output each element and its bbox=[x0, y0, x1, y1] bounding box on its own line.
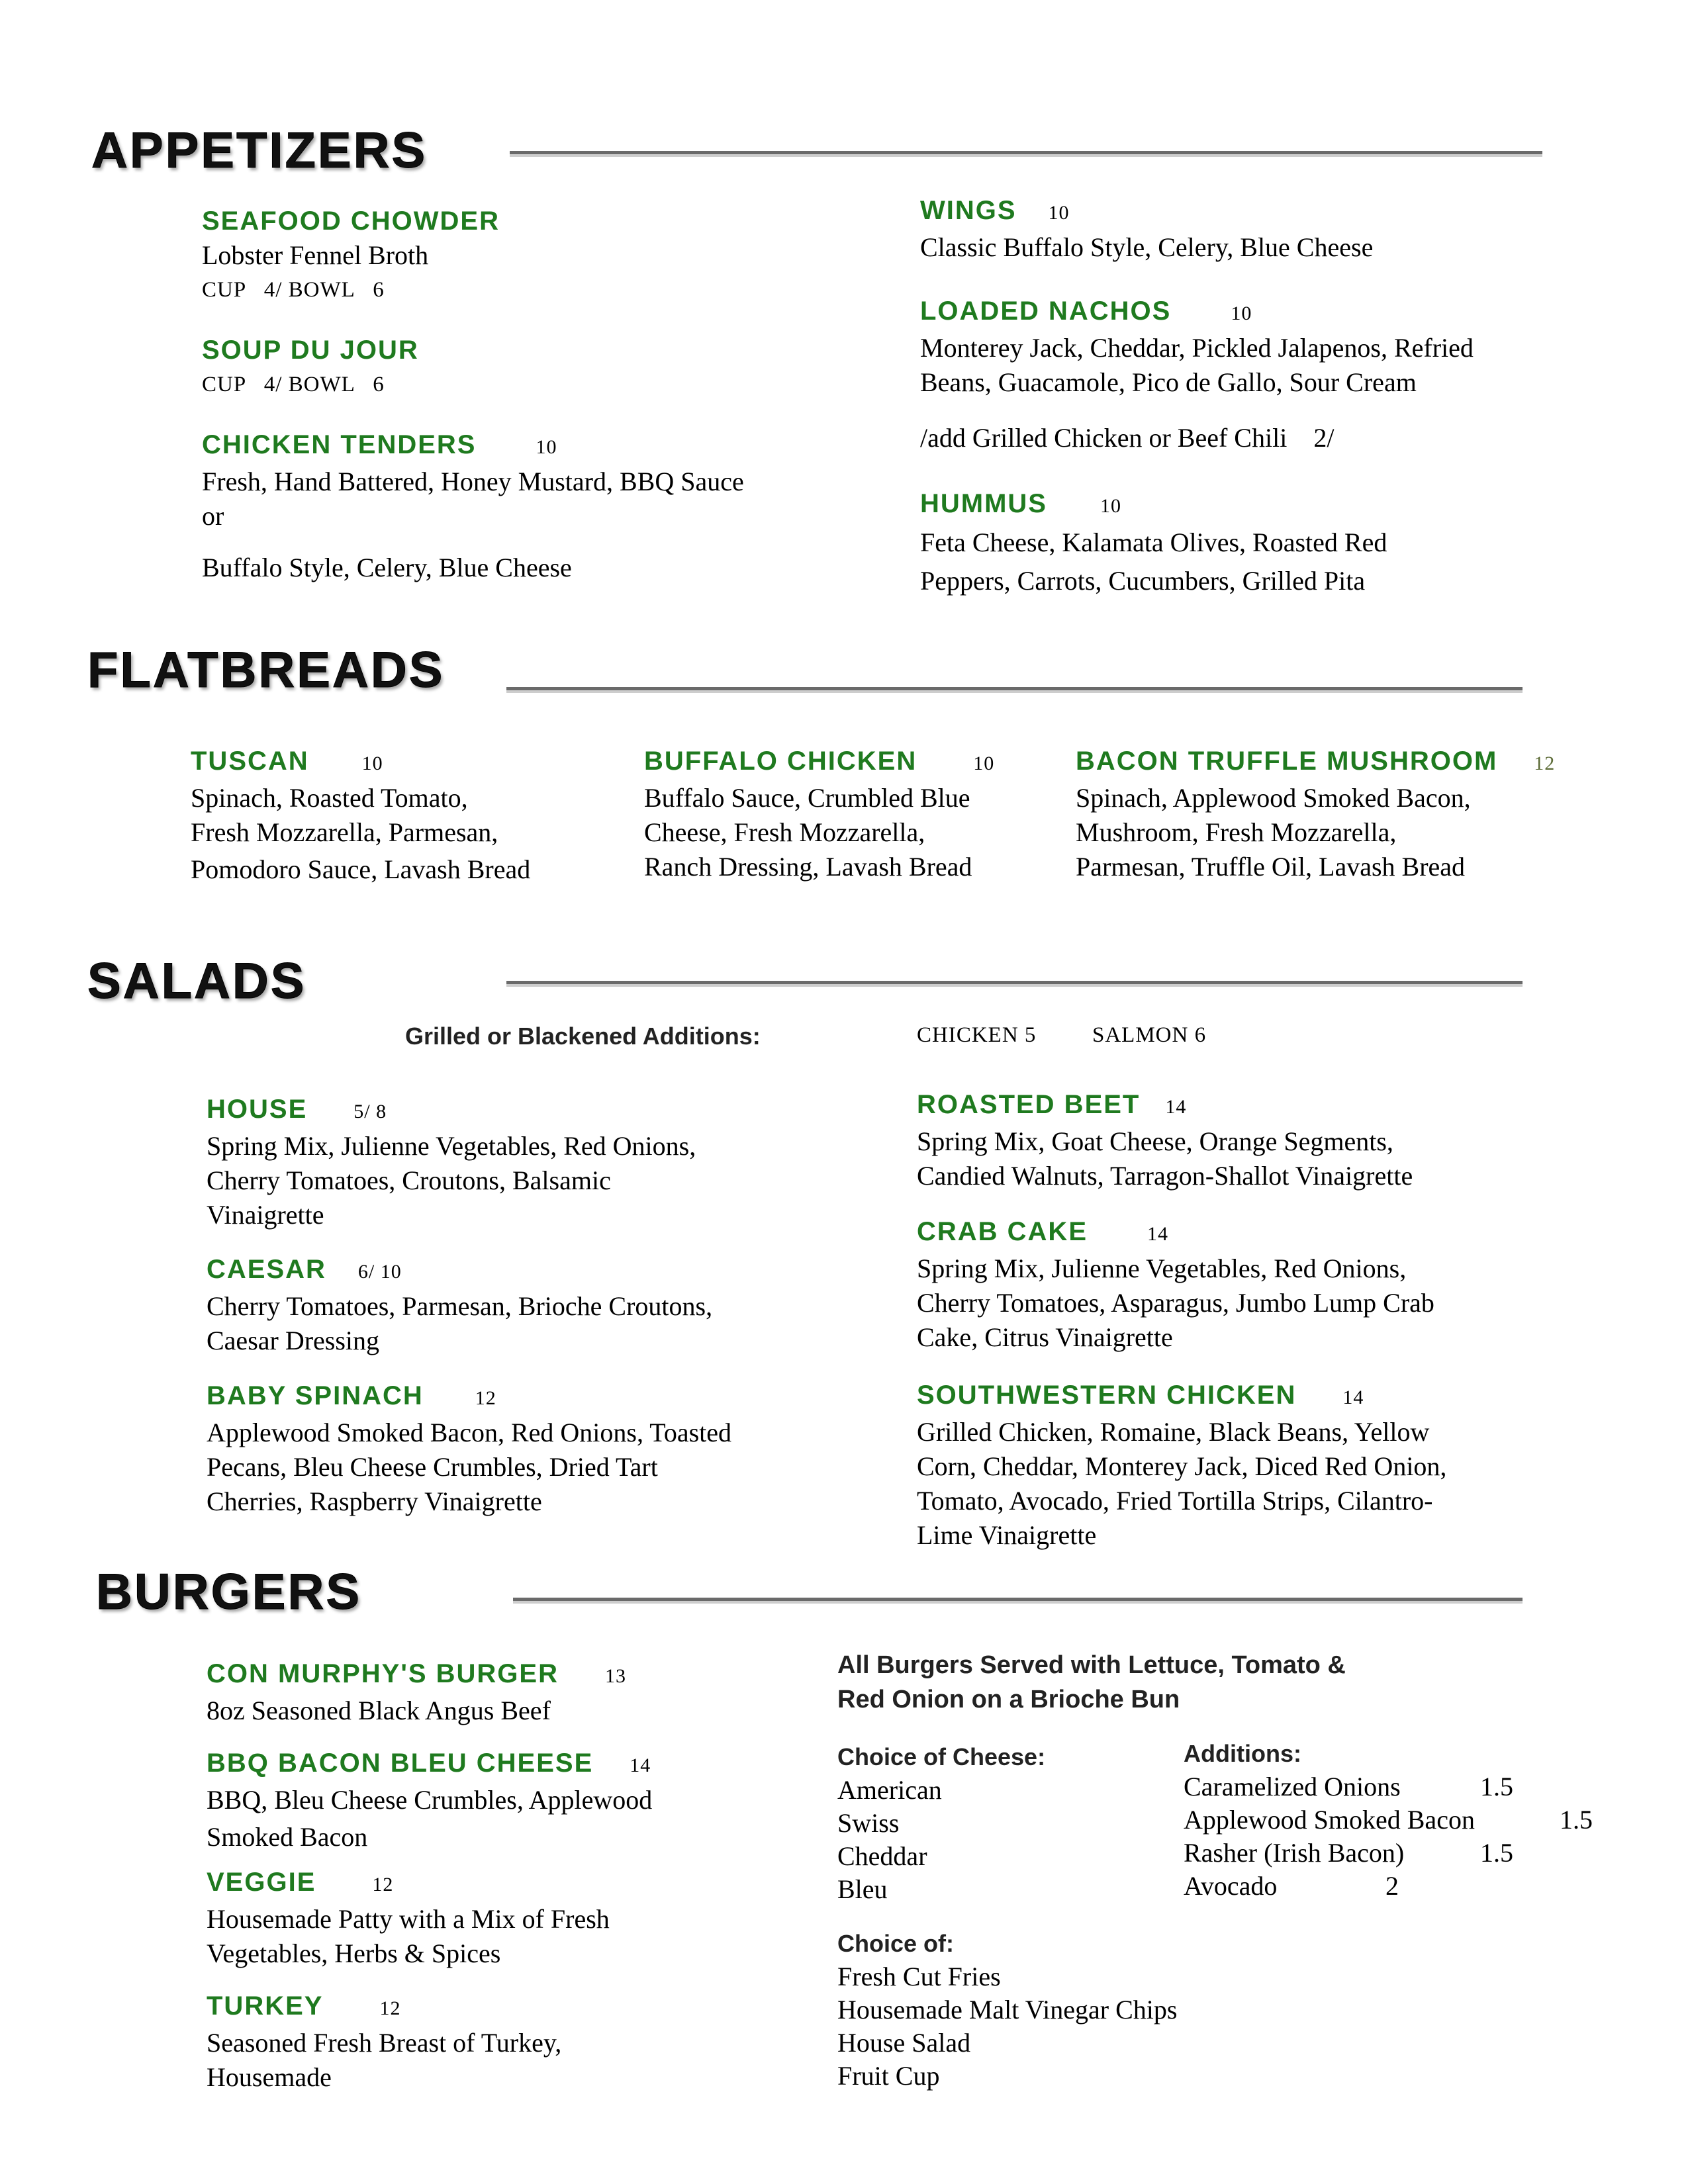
item-price: 12 bbox=[379, 1997, 401, 2019]
item-price: 14 bbox=[630, 1754, 651, 1776]
item-price: 10 bbox=[1048, 202, 1070, 224]
item-description: Peppers, Carrots, Cucumbers, Grilled Pita bbox=[920, 566, 1366, 596]
item-description: Feta Cheese, Kalamata Olives, Roasted Red bbox=[920, 527, 1387, 557]
item-description: Cherries, Raspberry Vinaigrette bbox=[207, 1486, 542, 1516]
item-price: 10 bbox=[536, 436, 557, 458]
item-description: Fresh Mozzarella, Parmesan, bbox=[191, 817, 498, 847]
item-description: Cherry Tomatoes, Croutons, Balsamic bbox=[207, 1165, 611, 1195]
item-name: ROASTED BEET bbox=[917, 1090, 1141, 1119]
item-name: SEAFOOD CHOWDER bbox=[202, 206, 500, 236]
salad-addition-salmon: SALMON 6 bbox=[1092, 1023, 1207, 1047]
addition-option bbox=[1184, 1770, 1594, 1803]
item-description: Spring Mix, Julienne Vegetables, Red Onions, bbox=[207, 1131, 696, 1161]
item-description: Buffalo Sauce, Crumbled Blue bbox=[644, 783, 970, 813]
menu-item-tuscan bbox=[191, 744, 530, 887]
item-description: Pomodoro Sauce, Lavash Bread bbox=[191, 854, 531, 884]
served-note-line: Red Onion on a Brioche Bun bbox=[837, 1686, 1180, 1713]
addition-name: Applewood Smoked Bacon bbox=[1184, 1805, 1475, 1835]
item-name: TURKEY bbox=[207, 1991, 324, 2021]
menu-item-crab-cake-salad bbox=[917, 1214, 1434, 1355]
menu-item-loaded-nachos bbox=[920, 294, 1474, 455]
addition-option bbox=[1184, 1803, 1594, 1837]
burgers-served-note bbox=[837, 1648, 1346, 1717]
item-name: HUMMUS bbox=[920, 489, 1047, 518]
addition-name: Avocado bbox=[1184, 1871, 1278, 1901]
section-title-salads: SALADS bbox=[87, 953, 306, 1009]
item-description: Spinach, Roasted Tomato, bbox=[191, 783, 468, 813]
item-price: 6/ 10 bbox=[357, 1261, 402, 1283]
menu-item-house-salad bbox=[207, 1092, 696, 1232]
item-name: SOUTHWESTERN CHICKEN bbox=[917, 1381, 1297, 1410]
item-description: Smoked Bacon bbox=[207, 1822, 368, 1852]
item-description: Beans, Guacamole, Pico de Gallo, Sour Cream bbox=[920, 367, 1417, 397]
item-name: BUFFALO CHICKEN bbox=[644, 747, 917, 776]
side-option: Housemade Malt Vinegar Chips bbox=[837, 1995, 1178, 2025]
item-description: Spring Mix, Goat Cheese, Orange Segments, bbox=[917, 1126, 1393, 1156]
side-option: Fruit Cup bbox=[837, 2061, 940, 2091]
section-title-burgers: BURGERS bbox=[96, 1564, 362, 1620]
menu-item-veggie-burger bbox=[207, 1865, 610, 1971]
cheese-choices bbox=[837, 1741, 1045, 1906]
item-description: Pecans, Bleu Cheese Crumbles, Dried Tart bbox=[207, 1452, 658, 1482]
menu-item-southwestern-chicken-salad bbox=[917, 1378, 1446, 1553]
menu-item-con-murphys-burger bbox=[207, 1657, 626, 1728]
item-description: Cherry Tomatoes, Parmesan, Brioche Croutons, bbox=[207, 1291, 713, 1321]
item-description: BBQ, Bleu Cheese Crumbles, Applewood bbox=[207, 1785, 653, 1815]
addition-option bbox=[1184, 1837, 1594, 1870]
item-description: Cake, Citrus Vinaigrette bbox=[917, 1322, 1173, 1352]
menu-item-seafood-chowder bbox=[202, 204, 500, 307]
item-name: CON MURPHY'S BURGER bbox=[207, 1659, 559, 1688]
item-description: Lime Vinaigrette bbox=[917, 1520, 1097, 1550]
item-price: 14 bbox=[1147, 1223, 1168, 1245]
section-divider bbox=[510, 151, 1542, 157]
item-description: Cherry Tomatoes, Asparagus, Jumbo Lump Crab bbox=[917, 1288, 1434, 1318]
item-name: BACON TRUFFLE MUSHROOM bbox=[1076, 747, 1498, 776]
addition-price: 1.5 bbox=[1480, 1838, 1513, 1868]
addition-name: Caramelized Onions bbox=[1184, 1772, 1401, 1801]
side-choices bbox=[837, 1927, 1177, 2093]
menu-item-turkey-burger bbox=[207, 1989, 561, 2095]
item-name: TUSCAN bbox=[191, 747, 309, 776]
item-description: 8oz Seasoned Black Angus Beef bbox=[207, 1696, 551, 1725]
item-description: Vinaigrette bbox=[207, 1200, 324, 1230]
menu-item-wings bbox=[920, 193, 1373, 265]
item-description: Lobster Fennel Broth bbox=[202, 240, 429, 270]
served-note-line: All Burgers Served with Lettuce, Tomato & bbox=[837, 1651, 1346, 1679]
item-name: CAESAR bbox=[207, 1255, 326, 1284]
side-option: House Salad bbox=[837, 2028, 971, 2058]
menu-item-roasted-beet-salad bbox=[917, 1087, 1413, 1193]
menu-item-bbq-bacon-bleu-cheese bbox=[207, 1746, 652, 1854]
item-sizes: CUP 4/ BOWL 6 bbox=[202, 278, 385, 302]
addition-option bbox=[1184, 1870, 1594, 1903]
cheese-option: Cheddar bbox=[837, 1841, 927, 1871]
item-price: 12 bbox=[372, 1874, 394, 1895]
addition-price: 1.5 bbox=[1560, 1805, 1593, 1835]
item-name: CHICKEN TENDERS bbox=[202, 430, 477, 459]
item-description: Applewood Smoked Bacon, Red Onions, Toasted bbox=[207, 1418, 732, 1447]
side-option: Fresh Cut Fries bbox=[837, 1962, 1001, 1991]
item-price: 10 bbox=[361, 752, 383, 774]
menu-item-bacon-truffle-mushroom bbox=[1076, 744, 1555, 884]
item-price: 5/ 8 bbox=[353, 1101, 387, 1122]
salad-additions-label: Grilled or Blackened Additions: bbox=[405, 1023, 761, 1050]
cheese-option: Bleu bbox=[837, 1874, 888, 1904]
item-addon: /add Grilled Chicken or Beef Chili 2/ bbox=[920, 423, 1335, 453]
menu-item-caesar-salad bbox=[207, 1252, 712, 1358]
item-description: Housemade Patty with a Mix of Fresh bbox=[207, 1904, 610, 1934]
item-description: Tomato, Avocado, Fried Tortilla Strips, Cilantro- bbox=[917, 1486, 1433, 1516]
item-name: BBQ BACON BLEU CHEESE bbox=[207, 1749, 594, 1778]
item-description: Caesar Dressing bbox=[207, 1326, 380, 1355]
section-divider bbox=[506, 687, 1523, 693]
section-divider bbox=[506, 981, 1523, 987]
item-description: Classic Buffalo Style, Celery, Blue Cheese bbox=[920, 232, 1374, 262]
item-description: Mushroom, Fresh Mozzarella, bbox=[1076, 817, 1397, 847]
item-name: VEGGIE bbox=[207, 1868, 316, 1897]
menu-item-buffalo-chicken bbox=[644, 744, 994, 884]
item-name: CRAB CAKE bbox=[917, 1217, 1088, 1246]
item-description: Spinach, Applewood Smoked Bacon, bbox=[1076, 783, 1471, 813]
item-description: Fresh, Hand Battered, Honey Mustard, BBQ Sauce bbox=[202, 467, 744, 496]
item-name: WINGS bbox=[920, 196, 1017, 225]
menu-item-hummus bbox=[920, 486, 1387, 600]
item-price: 10 bbox=[973, 752, 995, 774]
item-description: Candied Walnuts, Tarragon-Shallot Vinaigrette bbox=[917, 1161, 1413, 1191]
menu-item-soup-du-jour bbox=[202, 333, 419, 402]
item-name: LOADED NACHOS bbox=[920, 296, 1172, 326]
item-description: Spring Mix, Julienne Vegetables, Red Onions, bbox=[917, 1253, 1407, 1283]
cheese-choices-label: Choice of Cheese: bbox=[837, 1743, 1046, 1770]
side-choices-label: Choice of: bbox=[837, 1930, 954, 1957]
item-description: Housemade bbox=[207, 2062, 332, 2092]
item-price: 12 bbox=[475, 1387, 496, 1409]
item-price: 14 bbox=[1165, 1096, 1187, 1118]
item-price: 10 bbox=[1100, 495, 1121, 517]
menu-item-chicken-tenders bbox=[202, 428, 744, 585]
burger-additions bbox=[1184, 1737, 1594, 1903]
item-name: SOUP DU JOUR bbox=[202, 336, 419, 365]
item-description: Seasoned Fresh Breast of Turkey, bbox=[207, 2028, 562, 2058]
item-price: 14 bbox=[1342, 1387, 1364, 1408]
cheese-option: Swiss bbox=[837, 1808, 900, 1838]
item-description: Monterey Jack, Cheddar, Pickled Jalapenos, Refried bbox=[920, 333, 1474, 363]
section-title-flatbreads: FLATBREADS bbox=[87, 642, 445, 698]
salad-addition-chicken: CHICKEN 5 bbox=[917, 1023, 1037, 1047]
cheese-option: American bbox=[837, 1775, 942, 1805]
item-price: 13 bbox=[604, 1665, 626, 1687]
burger-additions-label: Additions: bbox=[1184, 1740, 1301, 1767]
item-name: HOUSE bbox=[207, 1095, 308, 1124]
item-price: 12 bbox=[1534, 752, 1556, 774]
menu-item-baby-spinach-salad bbox=[207, 1379, 731, 1519]
addition-price: 2 bbox=[1385, 1871, 1399, 1901]
item-description: Corn, Cheddar, Monterey Jack, Diced Red Onion, bbox=[917, 1451, 1447, 1481]
item-description: Vegetables, Herbs & Spices bbox=[207, 1938, 501, 1968]
item-sizes: CUP 4/ BOWL 6 bbox=[202, 373, 385, 396]
item-description: Parmesan, Truffle Oil, Lavash Bread bbox=[1076, 852, 1466, 882]
item-price: 10 bbox=[1231, 302, 1252, 324]
item-description: Buffalo Style, Celery, Blue Cheese bbox=[202, 553, 572, 582]
addition-price: 1.5 bbox=[1480, 1772, 1513, 1801]
item-name: BABY SPINACH bbox=[207, 1381, 424, 1410]
item-description: Grilled Chicken, Romaine, Black Beans, Yellow bbox=[917, 1417, 1430, 1447]
addition-name: Rasher (Irish Bacon) bbox=[1184, 1838, 1405, 1868]
section-divider bbox=[513, 1598, 1523, 1604]
section-title-appetizers: APPETIZERS bbox=[91, 122, 428, 179]
item-description: Cheese, Fresh Mozzarella, bbox=[644, 817, 925, 847]
item-description: or bbox=[202, 501, 224, 531]
item-description: Ranch Dressing, Lavash Bread bbox=[644, 852, 972, 882]
